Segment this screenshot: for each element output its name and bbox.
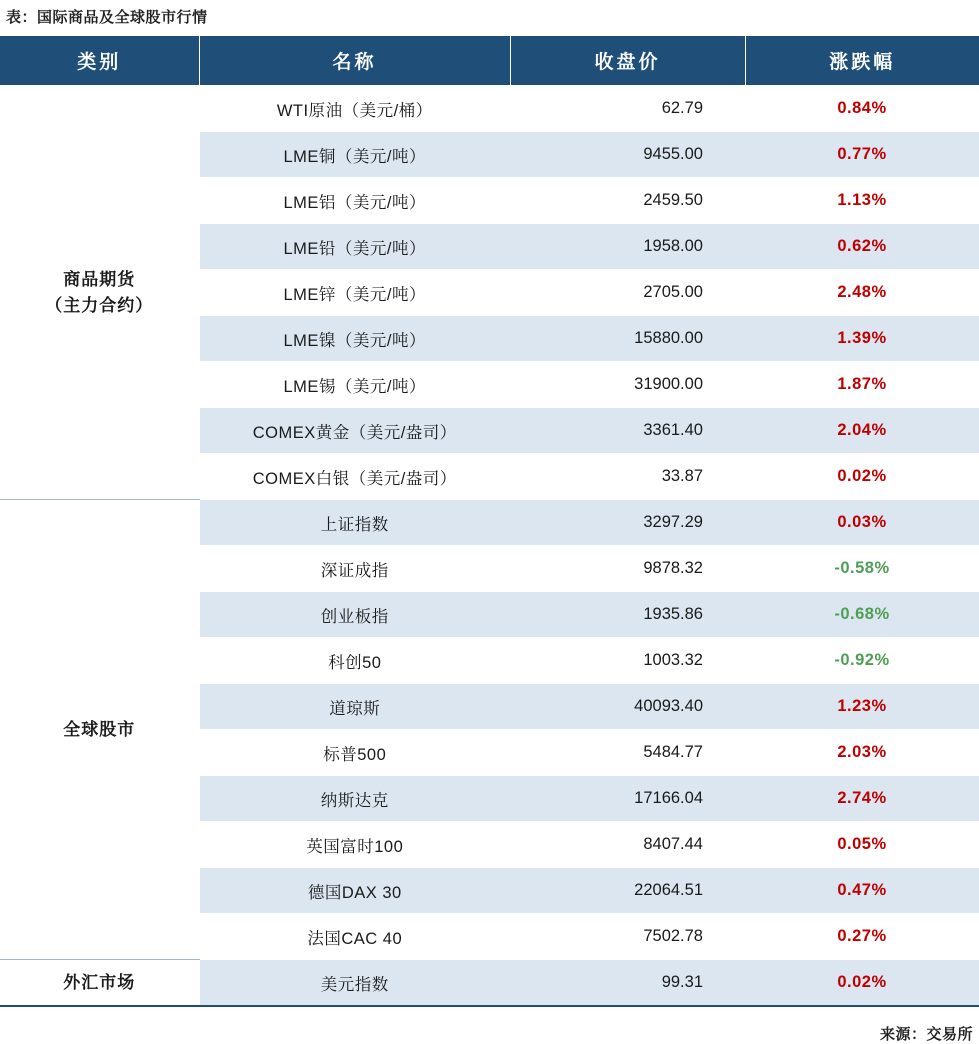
table-row bbox=[0, 500, 979, 546]
change-percent-cell: 2.03% bbox=[745, 730, 979, 776]
instrument-name-cell: LME锡（美元/吨） bbox=[199, 362, 510, 408]
table-header bbox=[0, 36, 979, 86]
change-percent-cell: 0.02% bbox=[745, 454, 979, 500]
change-percent-cell: -0.92% bbox=[745, 638, 979, 684]
close-price-cell: 1958.00 bbox=[510, 224, 745, 270]
table-row bbox=[0, 960, 979, 1007]
instrument-name-cell: 德国DAX 30 bbox=[199, 868, 510, 914]
source-note: 来源：交易所 bbox=[879, 1026, 973, 1043]
category-label-line1: 外汇市场 bbox=[63, 972, 136, 992]
table-caption: 表：国际商品及全球股市行情 bbox=[6, 9, 208, 26]
instrument-name-cell: 标普500 bbox=[199, 730, 510, 776]
category-label-line1: 全球股市 bbox=[63, 719, 136, 739]
close-price-cell: 15880.00 bbox=[510, 316, 745, 362]
close-price-cell: 9455.00 bbox=[510, 132, 745, 178]
instrument-name-cell: 创业板指 bbox=[199, 592, 510, 638]
instrument-name-cell: 上证指数 bbox=[199, 500, 510, 546]
instrument-name-cell: 科创50 bbox=[199, 638, 510, 684]
table-row bbox=[0, 86, 979, 132]
change-percent-cell: 0.77% bbox=[745, 132, 979, 178]
close-price-cell: 33.87 bbox=[510, 454, 745, 500]
instrument-name-cell: 道琼斯 bbox=[199, 684, 510, 730]
change-percent-cell: 0.62% bbox=[745, 224, 979, 270]
change-percent-cell: 0.84% bbox=[745, 86, 979, 132]
header-row bbox=[0, 36, 979, 86]
change-percent-cell: 2.74% bbox=[745, 776, 979, 822]
table-body bbox=[0, 86, 979, 1007]
change-percent-cell: 0.27% bbox=[745, 914, 979, 960]
category-cell bbox=[0, 86, 199, 500]
category-label-line2: （主力合约） bbox=[45, 295, 154, 315]
change-percent-cell: 1.13% bbox=[745, 178, 979, 224]
market-data-table bbox=[0, 35, 979, 1007]
close-price-cell: 99.31 bbox=[510, 960, 745, 1007]
instrument-name-cell: LME铅（美元/吨） bbox=[199, 224, 510, 270]
close-price-cell: 17166.04 bbox=[510, 776, 745, 822]
close-price-cell: 3297.29 bbox=[510, 500, 745, 546]
close-price-cell: 3361.40 bbox=[510, 408, 745, 454]
close-price-cell: 40093.40 bbox=[510, 684, 745, 730]
instrument-name-cell: 纳斯达克 bbox=[199, 776, 510, 822]
change-percent-cell: -0.68% bbox=[745, 592, 979, 638]
column-header-close: 收盘价 bbox=[510, 36, 745, 86]
close-price-cell: 5484.77 bbox=[510, 730, 745, 776]
close-price-cell: 22064.51 bbox=[510, 868, 745, 914]
instrument-name-cell: LME锌（美元/吨） bbox=[199, 270, 510, 316]
close-price-cell: 2705.00 bbox=[510, 270, 745, 316]
change-percent-cell: 1.23% bbox=[745, 684, 979, 730]
close-price-cell: 1003.32 bbox=[510, 638, 745, 684]
change-percent-cell: 2.04% bbox=[745, 408, 979, 454]
instrument-name-cell: 英国富时100 bbox=[199, 822, 510, 868]
close-price-cell: 62.79 bbox=[510, 86, 745, 132]
instrument-name-cell: 深证成指 bbox=[199, 546, 510, 592]
close-price-cell: 8407.44 bbox=[510, 822, 745, 868]
instrument-name-cell: COMEX白银（美元/盎司） bbox=[199, 454, 510, 500]
change-percent-cell: 0.02% bbox=[745, 960, 979, 1007]
column-header-category: 类别 bbox=[0, 36, 199, 86]
close-price-cell: 31900.00 bbox=[510, 362, 745, 408]
column-header-change: 涨跌幅 bbox=[745, 36, 979, 86]
instrument-name-cell: LME镍（美元/吨） bbox=[199, 316, 510, 362]
change-percent-cell: 0.03% bbox=[745, 500, 979, 546]
category-cell bbox=[0, 960, 199, 1007]
change-percent-cell: 2.48% bbox=[745, 270, 979, 316]
instrument-name-cell: WTI原油（美元/桶） bbox=[199, 86, 510, 132]
change-percent-cell: 1.39% bbox=[745, 316, 979, 362]
close-price-cell: 7502.78 bbox=[510, 914, 745, 960]
instrument-name-cell: 法国CAC 40 bbox=[199, 914, 510, 960]
instrument-name-cell: LME铝（美元/吨） bbox=[199, 178, 510, 224]
instrument-name-cell: 美元指数 bbox=[199, 960, 510, 1007]
close-price-cell: 2459.50 bbox=[510, 178, 745, 224]
change-percent-cell: 0.47% bbox=[745, 868, 979, 914]
category-cell bbox=[0, 500, 199, 960]
instrument-name-cell: LME铜（美元/吨） bbox=[199, 132, 510, 178]
change-percent-cell: 0.05% bbox=[745, 822, 979, 868]
change-percent-cell: 1.87% bbox=[745, 362, 979, 408]
close-price-cell: 9878.32 bbox=[510, 546, 745, 592]
instrument-name-cell: COMEX黄金（美元/盎司） bbox=[199, 408, 510, 454]
column-header-name: 名称 bbox=[199, 36, 510, 86]
close-price-cell: 1935.86 bbox=[510, 592, 745, 638]
change-percent-cell: -0.58% bbox=[745, 546, 979, 592]
category-label-line1: 商品期货 bbox=[63, 270, 136, 289]
